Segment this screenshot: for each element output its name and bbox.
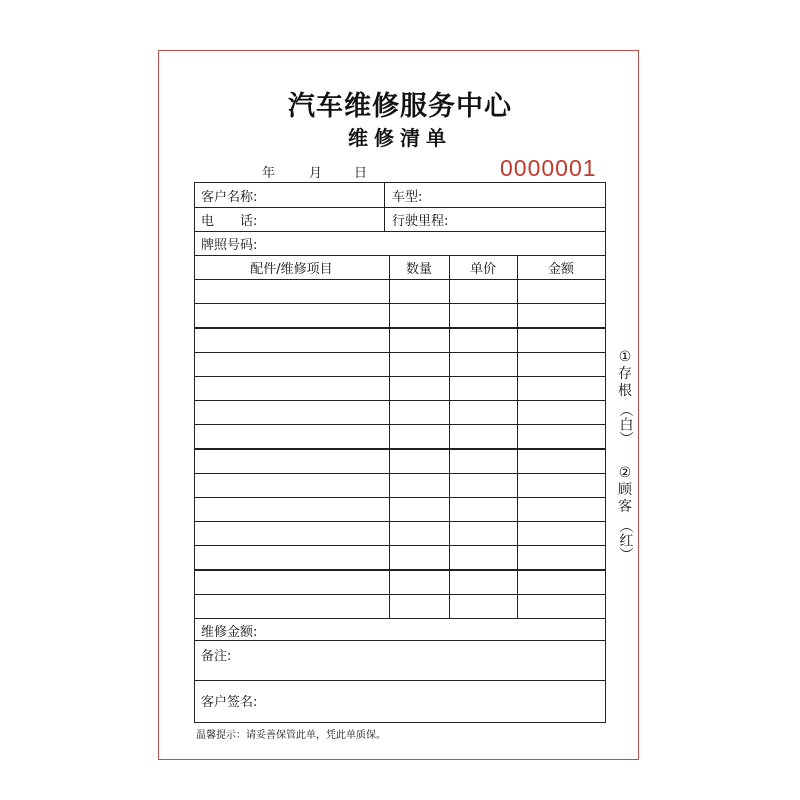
- copy2-number: ②: [618, 465, 632, 481]
- repair-amount-label: 维修金额:: [201, 625, 258, 640]
- serial-number: 0000001: [500, 155, 597, 181]
- copy1-color: （白）: [617, 403, 634, 445]
- car-model-label: 车型:: [392, 190, 423, 205]
- table-row-line: [194, 448, 605, 449]
- table-row-line: [194, 303, 605, 304]
- date-year-label: 年: [262, 166, 276, 181]
- table-row-line: [194, 545, 605, 546]
- copy2-char-1: 顾: [618, 482, 632, 498]
- copy2-color: （红）: [617, 519, 634, 561]
- column-header-item: 配件/维修项目: [250, 262, 333, 277]
- table-row-line: [194, 618, 605, 619]
- table-row-line: [194, 497, 605, 498]
- table-row-line: [194, 327, 605, 328]
- customer-name-label: 客户名称:: [201, 190, 258, 205]
- date-day-label: 日: [354, 166, 368, 181]
- column-divider-1: [389, 255, 390, 618]
- copy1-char-2: 根: [618, 383, 632, 399]
- remarks-label: 备注:: [201, 649, 232, 664]
- warm-tip: 温馨提示：请妥善保管此单，凭此单质保。: [196, 730, 386, 741]
- footer-line-2: [194, 680, 605, 681]
- copy-label-customer: [614, 465, 636, 561]
- grid-top-border: [194, 182, 605, 183]
- table-row-line: [194, 521, 605, 522]
- grid-hline: [194, 255, 605, 256]
- column-divider-3: [517, 255, 518, 618]
- table-row-line: [194, 400, 605, 401]
- column-header-amount: 金额: [547, 262, 574, 277]
- column-divider-2: [449, 255, 450, 618]
- mileage-label: 行驶里程:: [392, 214, 449, 229]
- grid-bottom-border: [194, 722, 605, 723]
- grid-hline: [194, 207, 605, 208]
- plate-number-label: 牌照号码:: [201, 238, 258, 253]
- form-title: 汽车维修服务中心: [288, 91, 512, 122]
- grid-hline: [194, 231, 605, 232]
- table-row-line: [194, 594, 605, 595]
- copy1-char-1: 存: [618, 366, 632, 382]
- copy2-char-2: 客: [618, 499, 632, 515]
- copy1-number: ①: [618, 349, 632, 365]
- table-row-line: [194, 569, 605, 570]
- form-subtitle: 维修清单: [348, 126, 452, 150]
- table-row-line: [194, 376, 605, 377]
- date-month-label: 月: [309, 166, 323, 181]
- table-row-line: [194, 424, 605, 425]
- copy-label-stub: [614, 349, 636, 445]
- phone-label: 电 话:: [201, 214, 258, 229]
- column-header-unit-price: 单价: [469, 262, 496, 277]
- footer-line-1: [194, 640, 605, 641]
- customer-signature-label: 客户签名:: [201, 695, 258, 710]
- grid-hline: [194, 279, 605, 280]
- table-row-line: [194, 473, 605, 474]
- info-divider: [384, 182, 385, 231]
- column-header-quantity: 数量: [405, 262, 432, 277]
- table-row-line: [194, 352, 605, 353]
- grid-right-border: [605, 182, 606, 723]
